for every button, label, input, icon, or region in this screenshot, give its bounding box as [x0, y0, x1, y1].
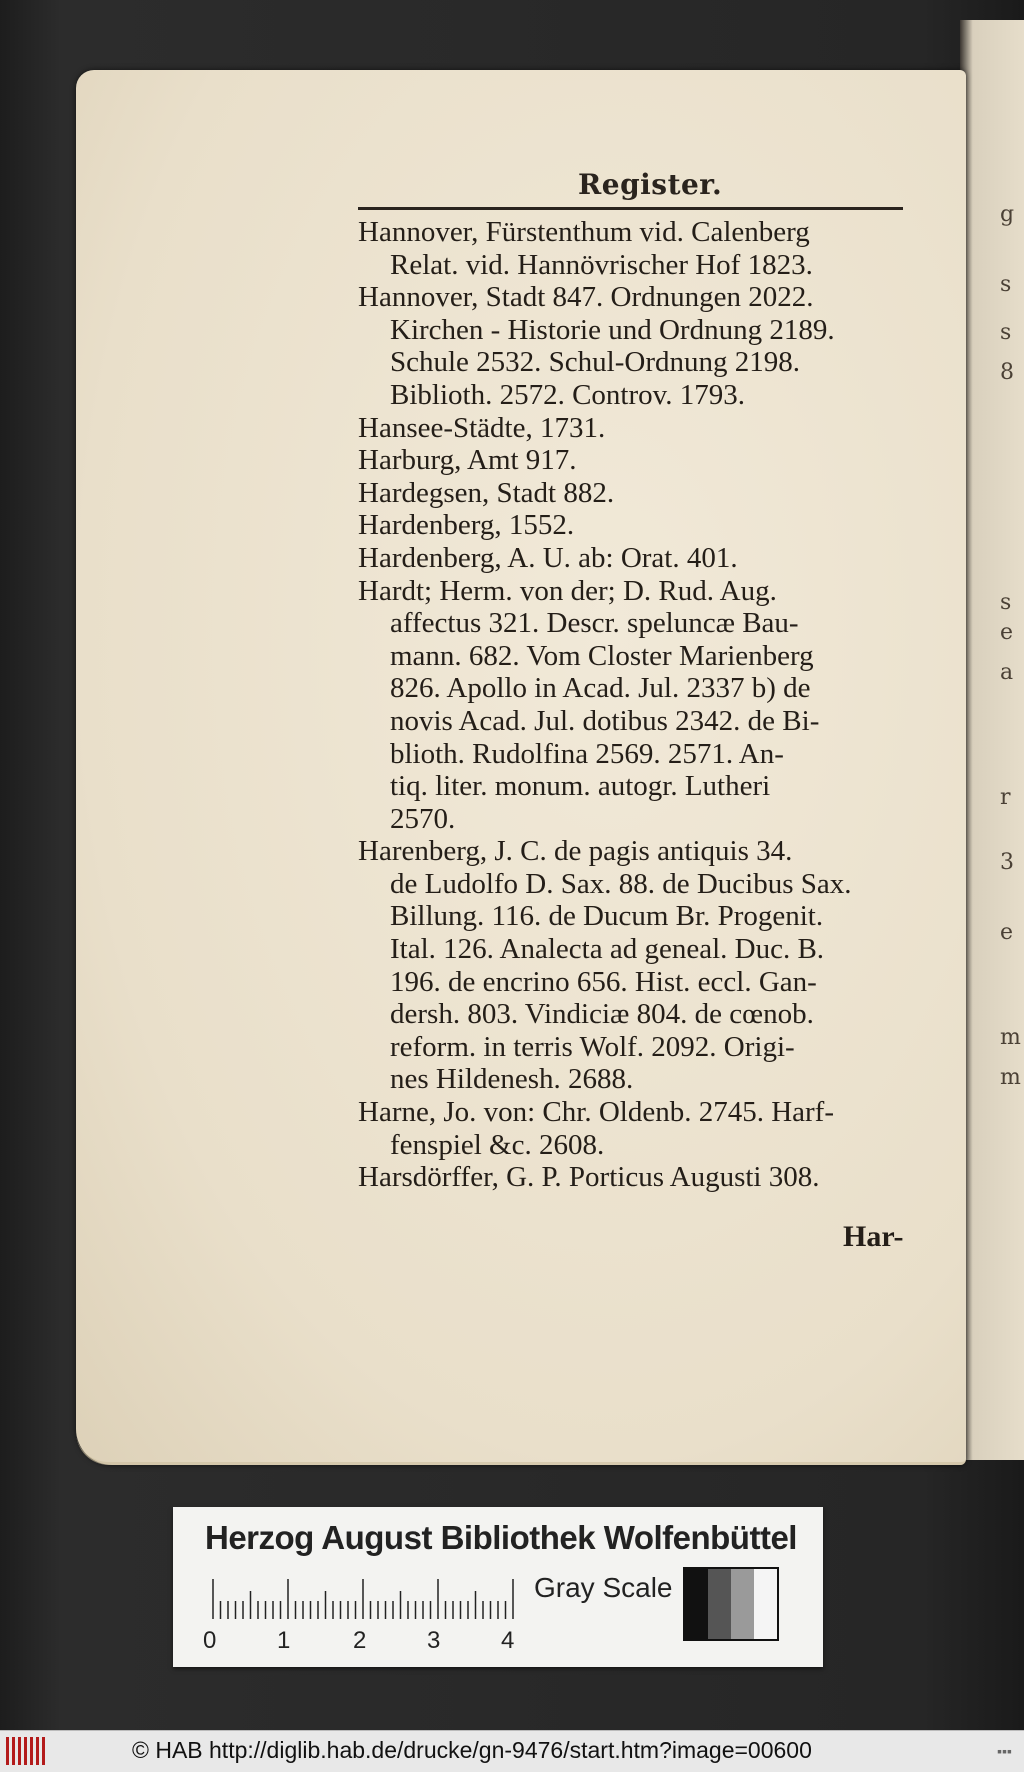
entry-line: Hardenberg, A. U. ab: Orat. 401.	[358, 541, 738, 574]
gray-swatch	[685, 1569, 708, 1639]
register-entry	[358, 1161, 908, 1194]
entry-line: de Ludolfo D. Sax. 88. de Ducibus Sax.	[390, 867, 852, 900]
page-header: Register.	[578, 168, 723, 201]
entry-line: Hardenberg, 1552.	[358, 509, 575, 542]
adjacent-page-fragment: e	[1000, 620, 1014, 645]
ruler-scale	[209, 1579, 529, 1619]
register-entry	[358, 542, 908, 575]
entry-line: Ital. 126. Analecta ad geneal. Duc. B.	[390, 933, 825, 966]
adjacent-page-fragment: s	[1000, 590, 1012, 615]
entry-line: 826. Apollo in Acad. Jul. 2337 b) de	[390, 672, 811, 705]
entry-line: Harsdörffer, G. P. Porticus Augusti 308.	[358, 1161, 820, 1194]
gray-swatch	[708, 1569, 731, 1639]
register-entry	[358, 509, 908, 542]
entry-line: dersh. 803. Vindiciæ 804. de cœnob.	[390, 998, 814, 1031]
entry-line: Hannover, Fürstenthum vid. Calenberg	[358, 216, 810, 248]
entry-line: Harburg, Amt 917.	[358, 444, 577, 477]
register-entry	[358, 281, 908, 411]
entry-line: 2570.	[390, 802, 456, 835]
adjacent-page-fragment: s	[1000, 272, 1012, 297]
adjacent-page-fragment: m	[1000, 1065, 1021, 1090]
color-calibration-card	[173, 1507, 823, 1667]
entry-line: Hansee-Städte, 1731.	[358, 411, 606, 444]
viewer-footer	[0, 1730, 1024, 1772]
entry-line: Harenberg, J. C. de pagis antiquis 34.	[358, 835, 793, 868]
footer-corner-mark: ▪▪▪	[997, 1743, 1012, 1759]
adjacent-page-fragment: g	[1000, 202, 1015, 227]
register-entry	[358, 477, 908, 510]
gray-scale-label: Gray Scale	[534, 1572, 673, 1603]
register-entry	[358, 412, 908, 445]
entry-line: reform. in terris Wolf. 2092. Origi-	[390, 1030, 795, 1063]
entry-line: Harne, Jo. von: Chr. Oldenb. 2745. Harf-	[358, 1096, 834, 1129]
hab-barcode-logo-icon	[6, 1737, 48, 1765]
card-title: Herzog August Bibliothek Wolfenbüttel	[205, 1519, 797, 1556]
header-rule	[358, 207, 903, 210]
entry-line: Hannover, Stadt 847. Ordnungen 2022.	[358, 281, 814, 314]
entry-line: blioth. Rudolfina 2569. 2571. An-	[390, 737, 784, 770]
register-text	[358, 216, 908, 1194]
register-entry	[358, 1096, 908, 1161]
entry-line: Schule 2532. Schul-Ordnung 2198.	[390, 346, 800, 379]
entry-line: Hardt; Herm. von der; D. Rud. Aug.	[358, 574, 777, 607]
entry-line: Billung. 116. de Ducum Br. Progenit.	[390, 900, 824, 933]
entry-line: Relat. vid. Hannövrischer Hof 1823.	[390, 248, 813, 281]
footer-source-link[interactable]: © HAB http://diglib.hab.de/drucke/gn-9476/start.htm?image=00600	[132, 1737, 812, 1763]
entry-line: novis Acad. Jul. dotibus 2342. de Bi-	[390, 704, 820, 737]
entry-line: Hardegsen, Stadt 882.	[358, 476, 615, 509]
register-entry	[358, 835, 908, 1096]
register-entry	[358, 216, 908, 281]
entry-line: Kirchen - Historie und Ordnung 2189.	[390, 313, 835, 346]
gray-swatch	[731, 1569, 754, 1639]
gray-swatches	[683, 1567, 779, 1641]
ruler-number: 1	[277, 1627, 291, 1654]
ruler-number: 2	[353, 1627, 367, 1654]
register-entry	[358, 575, 908, 836]
page-edge	[76, 1432, 966, 1465]
entry-line: 196. de encrino 656. Hist. eccl. Gan-	[390, 965, 817, 998]
ruler-number: 0	[203, 1627, 217, 1654]
adjacent-page-fragment: 8	[1000, 360, 1014, 385]
gray-swatch	[754, 1569, 777, 1639]
adjacent-page-fragment: m	[1000, 1025, 1021, 1050]
entry-line: nes Hildenesh. 2688.	[390, 1063, 634, 1096]
register-entry	[358, 444, 908, 477]
entry-line: affectus 321. Descr. speluncæ Bau-	[390, 607, 799, 640]
entry-line: mann. 682. Vom Closter Marienberg	[390, 639, 814, 672]
ruler-number: 4	[501, 1627, 515, 1654]
catchword: Har-	[843, 1220, 904, 1253]
adjacent-page-fragment: 3	[1000, 850, 1014, 875]
ruler-number: 3	[427, 1627, 441, 1654]
adjacent-page-fragment: a	[1000, 660, 1014, 685]
entry-line: fenspiel &c. 2608.	[390, 1128, 605, 1161]
adjacent-page-fragment: r	[1000, 785, 1011, 810]
adjacent-page-fragment: s	[1000, 320, 1012, 345]
entry-line: Biblioth. 2572. Controv. 1793.	[390, 378, 745, 411]
adjacent-page-fragment: e	[1000, 920, 1014, 945]
adjacent-page-strip	[960, 20, 1024, 1460]
entry-line: tiq. liter. monum. autogr. Lutheri	[390, 770, 771, 803]
